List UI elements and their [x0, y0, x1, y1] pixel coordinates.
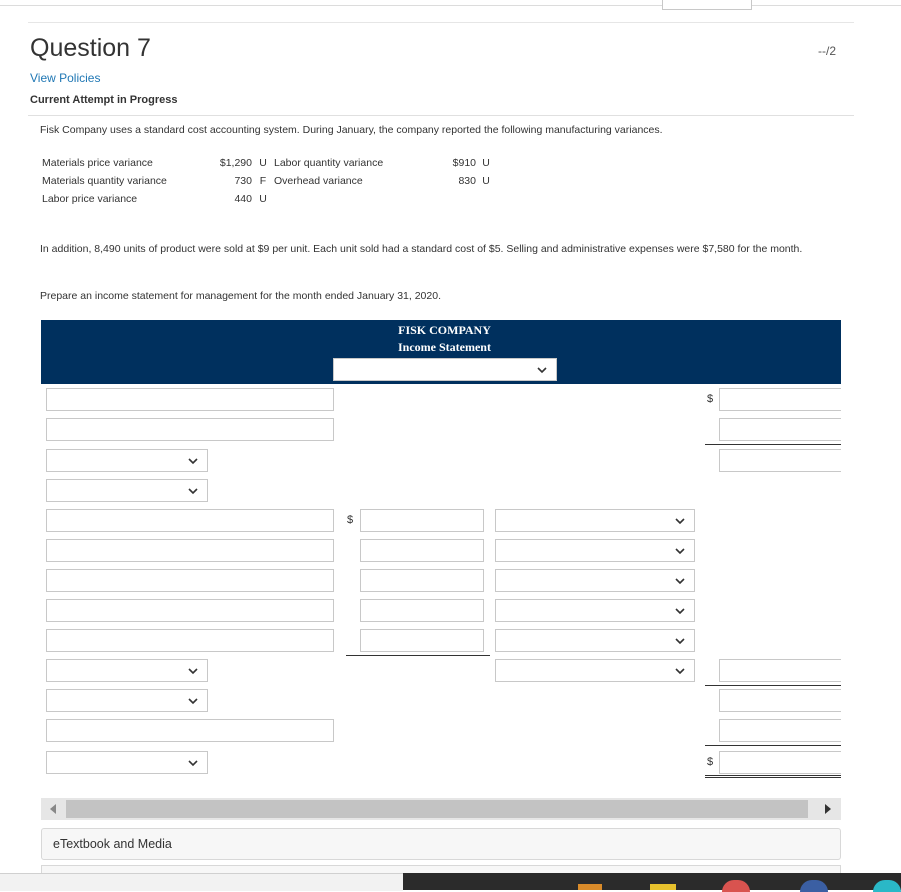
taskbar-app-icon[interactable] [650, 884, 676, 890]
chevron-down-icon [187, 695, 199, 707]
problem-additional: In addition, 8,490 units of product were sold at $9 per unit. Each unit sold had a standard cost of $5. Selling and administrative expenses were $7,580 for the month. [40, 243, 803, 255]
amount-input[interactable] [360, 569, 484, 592]
chevron-down-icon [187, 665, 199, 677]
question-title: Question 7 [30, 34, 151, 62]
variance-row [42, 154, 496, 172]
taskbar-left [0, 873, 403, 891]
problem-intro: Fisk Company uses a standard cost accounting system. During January, the company reported the following manufacturing variances. [40, 124, 663, 136]
statement-label-select[interactable] [46, 689, 208, 712]
chevron-down-icon [674, 575, 686, 587]
variance-label [274, 190, 436, 208]
amount-input[interactable] [360, 599, 484, 622]
statement-label-select[interactable] [46, 659, 208, 682]
amount-input[interactable] [719, 449, 841, 472]
subtotal-line [705, 745, 841, 746]
currency-symbol: $ [707, 756, 714, 768]
statement-label-input[interactable] [46, 569, 334, 592]
amount-input[interactable] [360, 509, 484, 532]
chevron-down-icon [674, 545, 686, 557]
amount-input[interactable] [719, 418, 841, 441]
subtotal-line [705, 444, 841, 445]
variance-amount: 440 [234, 193, 252, 205]
chevron-down-icon [674, 665, 686, 677]
variance-type-select[interactable] [495, 569, 695, 592]
currency-symbol: $ [347, 514, 354, 526]
statement-label-input[interactable] [46, 509, 334, 532]
variance-amount: 830 [458, 175, 476, 187]
chevron-down-icon [674, 515, 686, 527]
amount-input[interactable] [360, 539, 484, 562]
variance-amount: 730 [234, 175, 252, 187]
variance-type [476, 190, 496, 208]
amount-input[interactable] [719, 751, 841, 774]
variance-row [42, 172, 496, 190]
variance-type: U [259, 157, 267, 169]
variance-row [42, 190, 496, 208]
question-divider [28, 115, 854, 116]
chevron-down-icon [674, 605, 686, 617]
variance-type-select[interactable] [495, 659, 695, 682]
view-policies-link[interactable]: View Policies [30, 71, 101, 85]
amount-input[interactable] [719, 388, 841, 411]
double-underline [705, 775, 841, 776]
statement-label-input[interactable] [46, 599, 334, 622]
variance-type: F [259, 175, 267, 187]
chevron-down-icon [187, 455, 199, 467]
variance-type: U [259, 193, 267, 205]
variance-label: Overhead variance [274, 175, 363, 187]
question-score: --/2 [818, 44, 836, 58]
variance-type-select[interactable] [495, 629, 695, 652]
taskbar-app-icon[interactable] [578, 884, 602, 890]
amount-input[interactable] [719, 719, 841, 742]
variance-type-select[interactable] [495, 539, 695, 562]
problem-instruction: Prepare an income statement for management for the month ended January 31, 2020. [40, 290, 441, 302]
variance-label: Labor price variance [42, 193, 138, 205]
variance-amount [436, 190, 476, 208]
amount-input[interactable] [719, 659, 841, 682]
statement-title: Income Statement [398, 340, 491, 354]
amount-input[interactable] [360, 629, 484, 652]
variance-type-select[interactable] [495, 509, 695, 532]
etextbook-label[interactable]: eTextbook and Media [53, 837, 172, 851]
chevron-down-icon [674, 635, 686, 647]
statement-label-input[interactable] [46, 418, 334, 441]
variance-amount: $910 [452, 157, 476, 169]
variance-amount: $1,290 [219, 157, 252, 169]
double-underline [705, 777, 841, 778]
period-select[interactable] [333, 358, 557, 381]
amount-input[interactable] [719, 689, 841, 712]
subtotal-line [346, 655, 490, 656]
variance-type: U [482, 175, 490, 187]
subtotal-line [705, 685, 841, 686]
scrollbar-thumb[interactable] [66, 800, 808, 818]
top-tab-box [662, 0, 752, 10]
statement-label-input[interactable] [46, 539, 334, 562]
scroll-right-arrow-icon[interactable] [815, 798, 841, 820]
statement-label-select[interactable] [46, 449, 208, 472]
variance-type-select[interactable] [495, 599, 695, 622]
variance-type: U [482, 157, 490, 169]
statement-label-input[interactable] [46, 388, 334, 411]
chevron-down-icon [536, 364, 548, 376]
header-divider [28, 22, 854, 23]
variance-label: Labor quantity variance [274, 157, 384, 169]
statement-label-input[interactable] [46, 719, 334, 742]
statement-label-input[interactable] [46, 629, 334, 652]
chevron-down-icon [187, 485, 199, 497]
scroll-left-arrow-icon[interactable] [41, 798, 65, 820]
company-name: FISK COMPANY [398, 323, 491, 337]
variance-table [42, 154, 496, 208]
attempt-status: Current Attempt in Progress [30, 94, 178, 106]
chevron-down-icon [187, 757, 199, 769]
currency-symbol: $ [707, 393, 714, 405]
statement-label-select[interactable] [46, 751, 208, 774]
top-border [0, 5, 901, 6]
statement-label-select[interactable] [46, 479, 208, 502]
variance-label: Materials price variance [42, 157, 153, 169]
variance-label: Materials quantity variance [42, 175, 167, 187]
